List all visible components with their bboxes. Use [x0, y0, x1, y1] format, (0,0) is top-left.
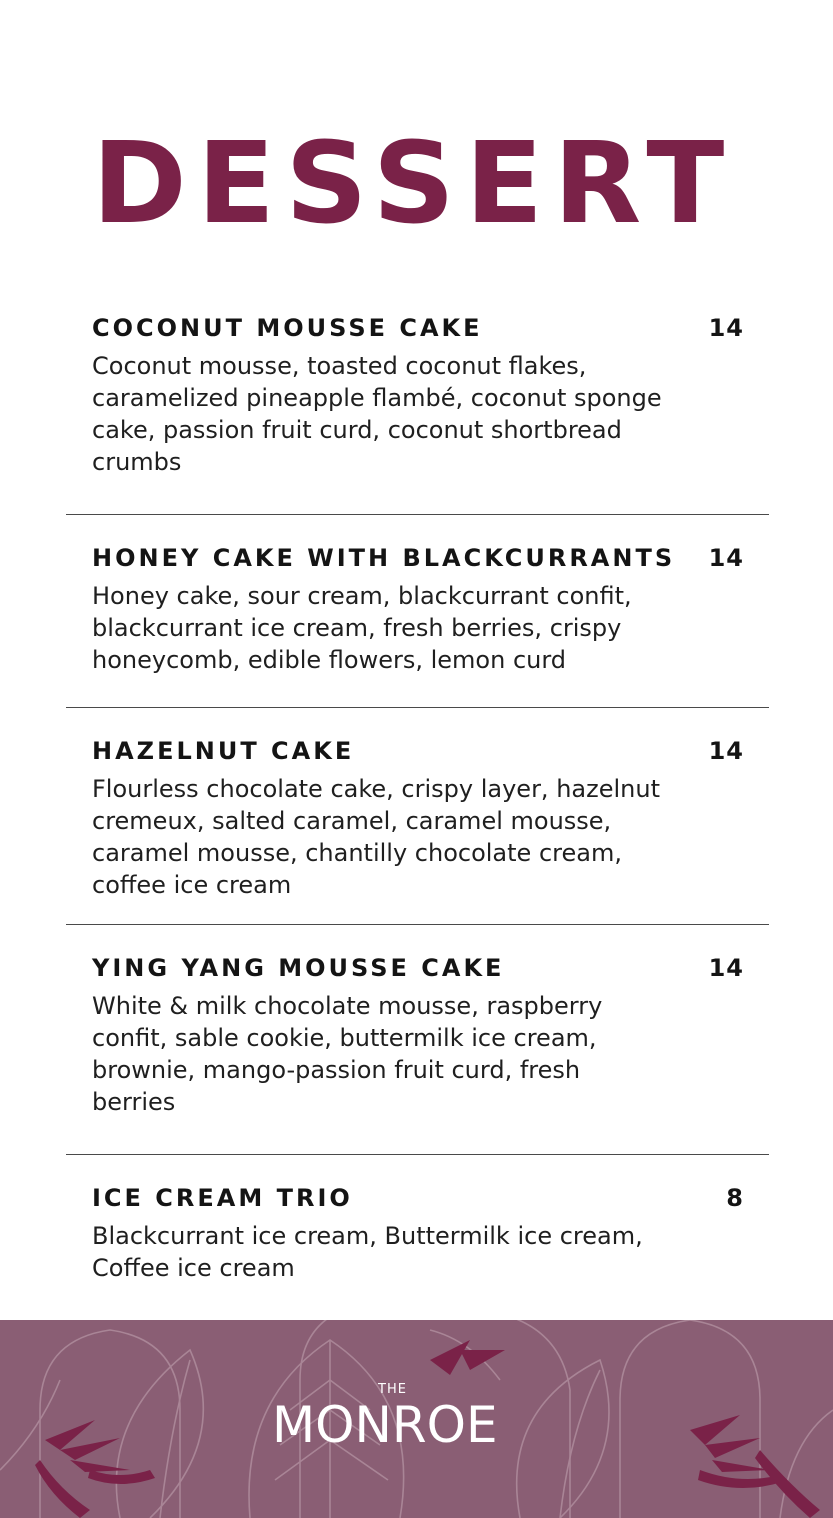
- menu-item-price: 14: [708, 544, 744, 572]
- menu-item-price: 8: [726, 1184, 744, 1212]
- divider: [66, 707, 769, 708]
- menu-item-name: ICE CREAM TRIO: [92, 1184, 353, 1212]
- menu-item-name: COCONUT MOUSSE CAKE: [92, 314, 483, 342]
- logo: MONROE: [272, 1396, 498, 1454]
- menu-item-description: Flourless chocolate cake, crispy layer, hazelnut cremeux, salted caramel, caramel mousse, caramel mousse, chantilly chocolate cream, coffee ice cream: [92, 775, 660, 899]
- menu-item-description: Blackcurrant ice cream, Buttermilk ice cream, Coffee ice cream: [92, 1222, 643, 1282]
- menu-item-name: HONEY CAKE WITH BLACKCURRANTS: [92, 544, 676, 572]
- divider: [66, 1154, 769, 1155]
- menu-item-name: YING YANG MOUSSE CAKE: [92, 954, 505, 982]
- menu-item-description: White & milk chocolate mousse, raspberry confit, sable cookie, buttermilk ice cream, brownie, mango-passion fruit curd, fresh berries: [92, 992, 603, 1116]
- menu-item: [92, 954, 744, 1118]
- menu-item-name: HAZELNUT CAKE: [92, 737, 355, 765]
- divider: [66, 924, 769, 925]
- menu-item: [92, 737, 744, 901]
- menu-item: [92, 314, 744, 478]
- menu-item: [92, 1184, 744, 1284]
- divider: [66, 514, 769, 515]
- menu-item-price: 14: [708, 954, 744, 982]
- logo-prefix: THE: [378, 1382, 407, 1397]
- menu-item-price: 14: [708, 737, 744, 765]
- page-title: DESSERT: [92, 119, 735, 249]
- menu-item-description: Coconut mousse, toasted coconut flakes, caramelized pineapple flambé, coconut sponge cake, passion fruit curd, coconut shortbread crumbs: [92, 352, 662, 476]
- menu-item-description: Honey cake, sour cream, blackcurrant confit, blackcurrant ice cream, fresh berries, crispy honeycomb, edible flowers, lemon curd: [92, 582, 632, 674]
- menu-item: [92, 544, 744, 676]
- menu-item-price: 14: [708, 314, 744, 342]
